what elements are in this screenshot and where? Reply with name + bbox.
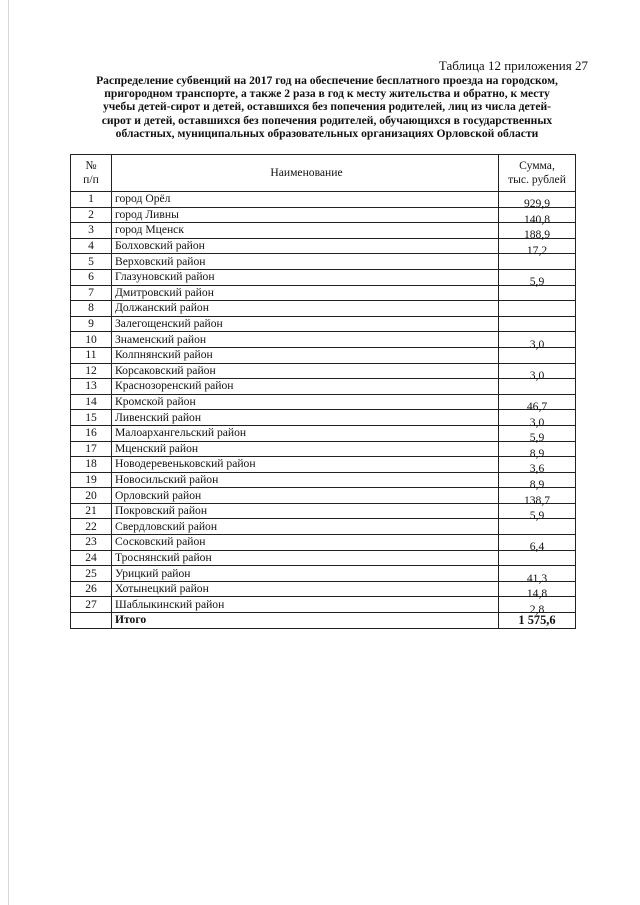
row-name: Покровский район bbox=[112, 503, 499, 519]
sum-value: 138,7 bbox=[523, 493, 551, 507]
table-row bbox=[71, 472, 576, 488]
table-row bbox=[71, 363, 576, 379]
row-number: 16 bbox=[71, 425, 112, 441]
sum-value: 188,9 bbox=[523, 228, 551, 242]
row-sum bbox=[499, 301, 576, 317]
table-row bbox=[71, 285, 576, 301]
row-number: 11 bbox=[71, 347, 112, 363]
table-row bbox=[71, 425, 576, 441]
table-row bbox=[71, 410, 576, 426]
header-name: Наименование bbox=[112, 155, 499, 192]
row-name: Шаблыкинский район bbox=[112, 597, 499, 613]
sum-value: 17,2 bbox=[526, 244, 548, 258]
sum-value: 3,0 bbox=[529, 368, 545, 382]
row-name: Новосильский район bbox=[112, 472, 499, 488]
row-number: 5 bbox=[71, 254, 112, 270]
row-name: Глазуновский район bbox=[112, 269, 499, 285]
row-name: Залегощенский район bbox=[112, 316, 499, 332]
row-number: 4 bbox=[71, 238, 112, 254]
table-row bbox=[71, 347, 576, 363]
row-name: Корсаковский район bbox=[112, 363, 499, 379]
row-number: 22 bbox=[71, 519, 112, 535]
table-row bbox=[71, 566, 576, 582]
sum-value: 5,9 bbox=[529, 275, 545, 289]
row-name: Сосковский район bbox=[112, 535, 499, 551]
row-name: Хотынецкий район bbox=[112, 581, 499, 597]
sum-value: 6,4 bbox=[529, 540, 545, 554]
row-name: город Мценск bbox=[112, 223, 499, 239]
sum-value: 46,7 bbox=[526, 400, 548, 414]
title-line: областных, муниципальных образовательных организациях Орловской области bbox=[115, 126, 539, 140]
table-body bbox=[71, 192, 576, 629]
table-row bbox=[71, 332, 576, 348]
table-row bbox=[71, 597, 576, 613]
row-sum bbox=[499, 566, 576, 585]
row-number: 20 bbox=[71, 488, 112, 504]
row-sum bbox=[499, 535, 576, 554]
row-number: 13 bbox=[71, 379, 112, 395]
sum-value: 140,8 bbox=[523, 212, 551, 226]
row-name: Верховский район bbox=[112, 254, 499, 270]
row-name: Дмитровский район bbox=[112, 285, 499, 301]
row-sum bbox=[499, 192, 576, 211]
table-row bbox=[71, 379, 576, 395]
sum-value: 929,9 bbox=[523, 197, 551, 211]
table-row bbox=[71, 238, 576, 254]
row-name: Орловский район bbox=[112, 488, 499, 504]
sum-value: 2,8 bbox=[529, 602, 545, 616]
row-name: Урицкий район bbox=[112, 566, 499, 582]
table-row bbox=[71, 394, 576, 410]
row-number: 8 bbox=[71, 301, 112, 317]
row-number: 2 bbox=[71, 207, 112, 223]
row-sum bbox=[499, 332, 576, 351]
sum-value: 14,8 bbox=[526, 587, 548, 601]
row-number: 21 bbox=[71, 503, 112, 519]
row-name: Свердловский район bbox=[112, 519, 499, 535]
table-row bbox=[71, 441, 576, 457]
row-number: 14 bbox=[71, 394, 112, 410]
title-line: Распределение субвенций на 2017 год на обеспечение бесплатного проезда на городском, bbox=[96, 74, 558, 87]
table-row bbox=[71, 269, 576, 285]
table-row bbox=[71, 223, 576, 239]
row-number: 15 bbox=[71, 410, 112, 426]
row-name: Должанский район bbox=[112, 301, 499, 317]
table-row bbox=[71, 192, 576, 208]
document-title bbox=[64, 74, 590, 140]
row-name: Мценский район bbox=[112, 441, 499, 457]
table-row bbox=[71, 535, 576, 551]
row-name: Болховский район bbox=[112, 238, 499, 254]
row-number: 24 bbox=[71, 550, 112, 566]
row-name: Колпнянский район bbox=[112, 347, 499, 363]
row-sum bbox=[499, 394, 576, 414]
row-number: 9 bbox=[71, 316, 112, 332]
subvention-table bbox=[70, 154, 576, 629]
row-number: 23 bbox=[71, 535, 112, 551]
table-row bbox=[71, 301, 576, 317]
row-number bbox=[71, 613, 112, 629]
table-row bbox=[71, 581, 576, 597]
title-line: пригородном транспорте, а также 2 раза в год к месту жительства и обратно, к месту bbox=[104, 87, 550, 101]
row-sum bbox=[499, 316, 576, 332]
row-number: 19 bbox=[71, 472, 112, 488]
row-number: 12 bbox=[71, 363, 112, 379]
sum-value: 8,9 bbox=[529, 446, 545, 460]
table-row bbox=[71, 457, 576, 473]
total-row bbox=[71, 613, 576, 629]
row-number: 3 bbox=[71, 223, 112, 239]
scan-margin-line bbox=[8, 0, 9, 905]
row-name: Новодеревеньковский район bbox=[112, 457, 499, 473]
row-number: 17 bbox=[71, 441, 112, 457]
table-row bbox=[71, 550, 576, 566]
row-name: Троснянский район bbox=[112, 550, 499, 566]
row-name: Итого bbox=[112, 613, 499, 629]
row-sum bbox=[499, 363, 576, 382]
table-row bbox=[71, 503, 576, 519]
row-number: 1 bbox=[71, 192, 112, 208]
table-row bbox=[71, 254, 576, 270]
row-name: Краснозоренский район bbox=[112, 379, 499, 395]
sum-value: 8,9 bbox=[529, 477, 545, 491]
table-row bbox=[71, 488, 576, 504]
sum-value: 3,6 bbox=[529, 462, 545, 476]
table-row bbox=[71, 316, 576, 332]
sum-value: 3,0 bbox=[529, 337, 545, 351]
row-name: город Орёл bbox=[112, 192, 499, 208]
row-number: 10 bbox=[71, 332, 112, 348]
row-name: Кромской район bbox=[112, 394, 499, 410]
table-row bbox=[71, 519, 576, 535]
row-number: 6 bbox=[71, 269, 112, 285]
sum-value: 41,3 bbox=[526, 571, 548, 585]
table-reference: Таблица 12 приложения 27 bbox=[438, 58, 588, 73]
title-line: сирот и детей, оставшихся без попечения родителей, обучающихся в государственных bbox=[101, 113, 553, 127]
sum-value: 3,0 bbox=[529, 415, 545, 429]
row-number: 26 bbox=[71, 581, 112, 597]
header-sum: Сумма, тыс. рублей bbox=[499, 155, 576, 192]
row-number: 18 bbox=[71, 457, 112, 473]
row-number: 25 bbox=[71, 566, 112, 582]
row-sum bbox=[499, 269, 576, 289]
table-row bbox=[71, 207, 576, 223]
row-number: 7 bbox=[71, 285, 112, 301]
sum-value: 5,9 bbox=[529, 431, 545, 445]
row-sum: 1 575,6 bbox=[499, 613, 576, 629]
row-name: Знаменский район bbox=[112, 332, 499, 348]
table-header-row bbox=[71, 155, 576, 192]
header-number: № п/п bbox=[71, 155, 112, 192]
sum-value: 5,9 bbox=[529, 509, 545, 523]
row-name: город Ливны bbox=[112, 207, 499, 223]
title-line: учебы детей-сирот и детей, оставшихся без попечения родителей, лиц из числа детей- bbox=[102, 100, 552, 114]
row-name: Малоархангельский район bbox=[112, 425, 499, 441]
row-number: 27 bbox=[71, 597, 112, 613]
row-name: Ливенский район bbox=[112, 410, 499, 426]
